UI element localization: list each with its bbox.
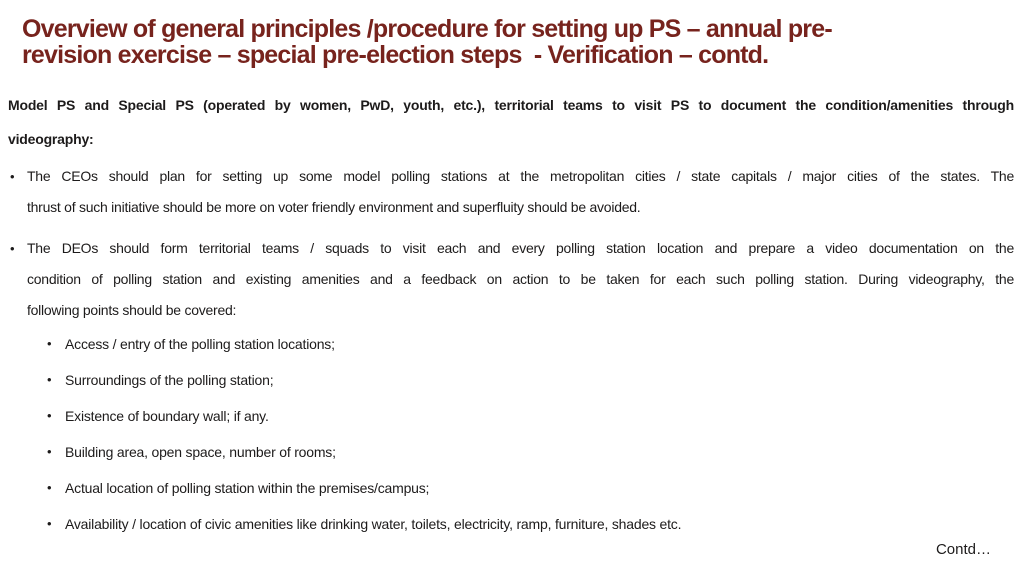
bullet-icon: • xyxy=(47,336,52,351)
sub-bullet-text: Availability / location of civic amenities like drinking water, toilets, electricity, ramp, furniture, shades etc. xyxy=(65,516,682,532)
sub-bullet-boundary-wall xyxy=(47,406,994,442)
bullet-icon: • xyxy=(47,480,52,495)
sub-bullet-text: Actual location of polling station within the premises/campus; xyxy=(65,480,430,496)
bullet-icon: • xyxy=(47,444,52,459)
sub-bullet-text: Existence of boundary wall; if any. xyxy=(65,408,269,424)
bullet-line: following points should be covered: xyxy=(27,302,237,318)
bullet-icon: • xyxy=(47,408,52,423)
bullet-text xyxy=(27,233,1014,326)
sub-bullet-text: Access / entry of the polling station locations; xyxy=(65,336,335,352)
bullet-text xyxy=(27,161,1014,223)
sub-bullet-text: Building area, open space, number of rooms; xyxy=(65,444,336,460)
contd-label: Contd… xyxy=(935,541,991,558)
bullet-line: condition of polling station and existing amenities and a feedback on action to be taken for each such polling station. During videography, the xyxy=(27,271,1014,287)
sub-bullet-text: Surroundings of the polling station; xyxy=(65,372,274,388)
bullet-item-ceos xyxy=(10,161,1014,223)
sub-bullet-building-area xyxy=(47,442,994,478)
slide-title-line-2: revision exercise – special pre-election steps - Verification – contd. xyxy=(22,41,769,69)
sub-bullet-access xyxy=(47,334,994,370)
section-heading xyxy=(8,88,1014,156)
sub-bullet-list xyxy=(47,334,994,550)
section-heading-line-1: Model PS and Special PS (operated by women, PwD, youth, etc.), territorial teams to visit PS to document the condition/amenities through xyxy=(8,97,1014,113)
bullet-line: thrust of such initiative should be more on voter friendly environment and superfluity should be avoided. xyxy=(27,199,641,215)
bullet-icon: • xyxy=(47,372,52,387)
bullet-icon: • xyxy=(10,241,15,256)
bullet-icon: • xyxy=(10,169,15,184)
bullet-line: The DEOs should form territorial teams / squads to visit each and every polling station location and prepare a video documentation on the xyxy=(27,240,1014,256)
slide-title-line-1: Overview of general principles /procedure for setting up PS – annual pre- xyxy=(22,15,832,43)
sub-bullet-civic-amenities xyxy=(47,514,994,550)
slide-title xyxy=(22,16,982,68)
sub-bullet-actual-location xyxy=(47,478,994,514)
bullet-icon: • xyxy=(47,516,52,531)
sub-bullet-surroundings xyxy=(47,370,994,406)
bullet-item-deos xyxy=(10,233,1014,326)
bullet-line: The CEOs should plan for setting up some model polling stations at the metropolitan cities / state capitals / major cities of the states. The xyxy=(27,168,1014,184)
section-heading-line-2: videography: xyxy=(8,131,94,147)
